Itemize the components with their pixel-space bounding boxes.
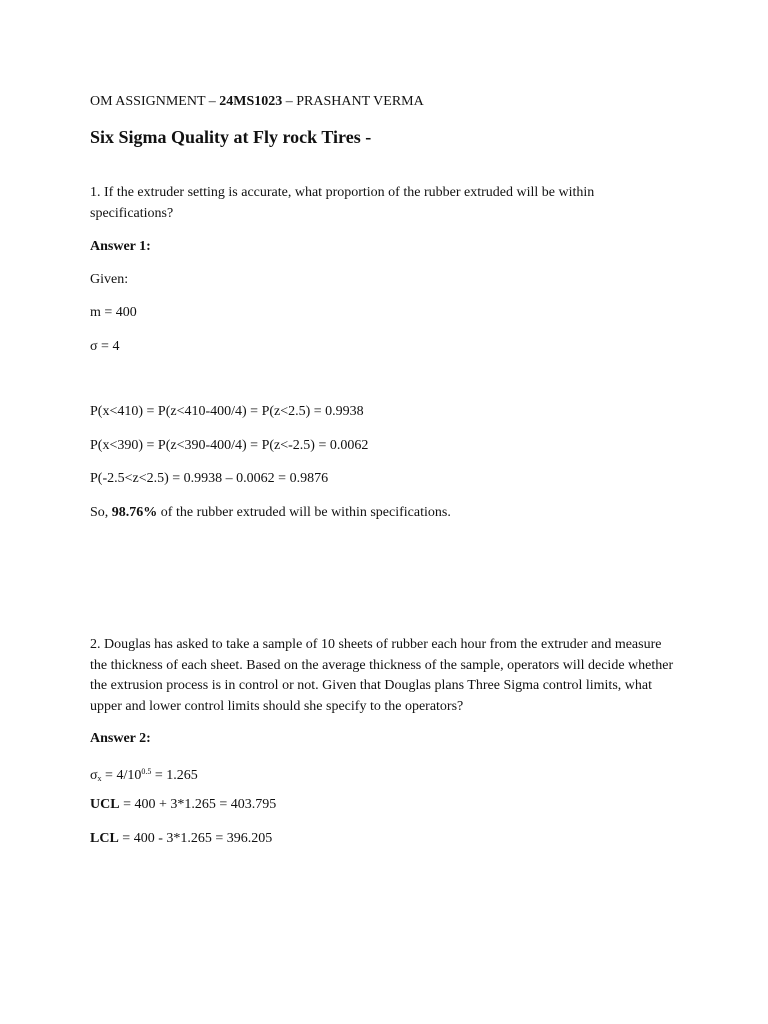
mean-value: m = 400 bbox=[90, 305, 137, 320]
question-1: 1. If the extruder setting is accurate, what proportion of the rubber extruded will be within specifications? bbox=[90, 185, 595, 221]
sigma-x-formula: $\sigma_x = 4/10^{0.5} = 1.265$ bbox=[90, 767, 198, 783]
document-title: Six Sigma Quality at Fly rock Tires - bbox=[90, 127, 372, 147]
lcl-formula: LCL = 400 - 3*1.265 = 396.205 bbox=[90, 831, 273, 846]
ucl-formula: UCL = 400 + 3*1.265 = 403.795 bbox=[90, 797, 277, 812]
probability-line-2: P(x<390) = P(z<390-400/4) = P(z<-2.5) = 0.0062 bbox=[90, 438, 369, 453]
probability-line-1: P(x<410) = P(z<410-400/4) = P(z<2.5) = 0.9938 bbox=[90, 404, 364, 419]
header-roll-number: 24MS1023 bbox=[219, 94, 283, 109]
question-2: 2. Douglas has asked to take a sample of 10 sheets of rubber each hour from the extruder and measure the thickness of each sheet. Based on the average thickness of the sample, operators will decide whether the extrusion process is in control or not. Given that Douglas plans Three Sigma control limits, what upper and lower control limits should she specify to the operators? bbox=[90, 637, 674, 714]
answer-2-label: Answer 2: bbox=[90, 731, 151, 746]
probability-line-3: P(-2.5<z<2.5) = 0.9938 – 0.0062 = 0.9876 bbox=[90, 471, 329, 486]
document-header bbox=[90, 92, 424, 112]
given-label: Given: bbox=[90, 272, 129, 287]
answer-1-label: Answer 1: bbox=[90, 239, 151, 254]
header-author: – PRASHANT VERMA bbox=[282, 94, 424, 109]
conclusion-percentage: 98.76% bbox=[111, 505, 158, 520]
lcl-label: LCL bbox=[90, 831, 119, 846]
sigma-value: σ = 4 bbox=[90, 339, 120, 354]
conclusion-1: So, 98.76% of the rubber extruded will be within specifications. bbox=[90, 505, 451, 520]
ucl-label: UCL bbox=[90, 797, 120, 812]
header-prefix: OM ASSIGNMENT – bbox=[90, 94, 220, 109]
